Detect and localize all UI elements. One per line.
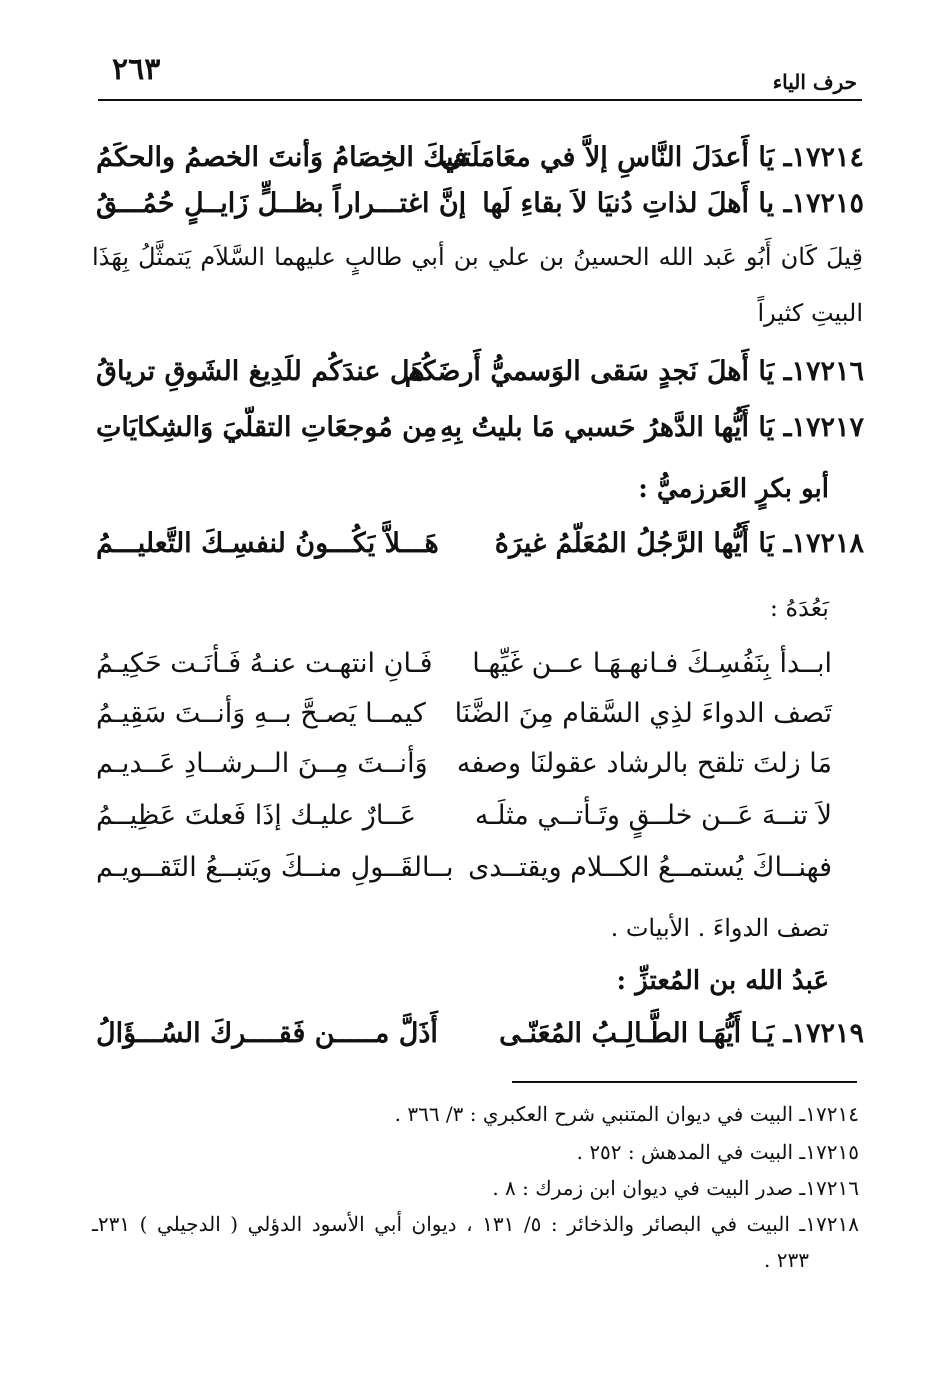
footnote-17215: ١٧٢١٥ـ البيت في المدهش : ٢٥٢ . xyxy=(576,1140,859,1164)
poet-name-1: أبو بكرٍ العَرزميُّ : xyxy=(638,474,829,504)
chapter-title: حرف الياء xyxy=(772,70,857,94)
verse-first-hemistich: تَصف الدواءَ لذِي السَّقام مِنَ الضَّنَا xyxy=(454,698,832,729)
verse-following-3 xyxy=(96,748,832,798)
verse-first-hemistich: مَا زلتَ تلقح بالرشاد عقولنَا وصفه xyxy=(456,748,832,779)
prose-line-2: البيتِ كثيراً xyxy=(757,299,863,327)
verse-first-hemistich: ١٧٢١٨ـ يَا أَيُّها الرَّجُلُ المُعَلّمُ غيرَهُ xyxy=(494,528,864,559)
footnote-17218: ١٧٢١٨ـ البيت في البصائر والذخائر : ٥/ ١٣١ ، ديوان أبي الأسود الدؤلي ( الدجيلي ) ٢٣١ـ xyxy=(92,1212,859,1236)
verse-17219 xyxy=(96,1018,864,1068)
verse-second-hemistich: فيكَ الخِصَامُ وَأنتَ الخصمُ والحكَمُ xyxy=(96,142,468,173)
verse-first-hemistich: فهنــاكَ يُستمــعُ الكــلام ويقتــدى xyxy=(468,852,832,883)
abyat-note: تصف الدواءَ . الأبيات . xyxy=(610,914,829,942)
footnote-17214: ١٧٢١٤ـ البيت في ديوان المتنبي شرح العكبري : ٣/ ٣٦٦ . xyxy=(394,1102,859,1126)
verse-second-hemistich: وَأنــتَ مِــنَ الــرشــادِ عَــديـم xyxy=(96,748,428,779)
verse-first-hemistich: لاَ تنــهَ عَــن خلــقٍ وتَـأتــي مثلَـه xyxy=(474,800,832,831)
footnote-17216: ١٧٢١٦ـ صدر البيت في ديوان ابن زمرك : ٨ . xyxy=(492,1176,859,1200)
verse-17217 xyxy=(96,412,864,462)
verse-17216 xyxy=(96,356,864,406)
footnote-17218-continuation: ٢٣٣ . xyxy=(764,1248,809,1272)
verse-second-hemistich: بــالقَــولِ منــكَ ويَتبــعُ التَقــويـم xyxy=(96,852,454,883)
verse-following-4 xyxy=(96,800,832,850)
prose-line-1: قِيلَ كَان أَبُو عَبد الله الحسينُ بن علي بن أبي طالبٍ عليهما السَّلاَم يَتمثَّلُ بِهَذَا xyxy=(92,243,863,271)
after-label: بَعُدَهُ : xyxy=(769,594,829,622)
verse-17215 xyxy=(96,188,864,238)
verse-first-hemistich: ١٧٢١٥ـ يا أَهلَ لذاتِ دُنيَا لاَ بقاءِ لَها xyxy=(482,188,864,219)
verse-first-hemistich: ابــدأ بِنَفُسِـكَ فـانهـهَـا عــن غَيِّهـا xyxy=(472,648,832,679)
verse-second-hemistich: هَـــلاَّ يَكُـــونُ لنفسِـكَ التَّعليـــمُ xyxy=(96,528,439,559)
verse-second-hemistich: إنَّ اغتـــراراً بظــلٍّ زَايــلٍ حُمُـــقُ xyxy=(96,188,467,219)
verse-17218 xyxy=(96,528,864,578)
footnote-divider xyxy=(512,1081,857,1083)
verse-second-hemistich: مِن مُوجعَاتِ التقلّيَ وَالشِكايَاتِ xyxy=(96,412,438,443)
verse-following-2 xyxy=(96,698,832,748)
poet-name-2: عَبدُ الله بن المُعتزِّ : xyxy=(616,966,829,996)
verse-first-hemistich: ١٧٢١٦ـ يَا أَهلَ نَجدٍ سَقى الوَسميُّ أَرضَكُم xyxy=(404,356,864,387)
verse-first-hemistich: ١٧٢١٧ـ يَا أَيُّها الدَّهرُ حَسبي مَا بليتُ بِهِ xyxy=(440,412,864,443)
verse-second-hemistich: عَــارٌ عليـك إذَا فَعلتَ عَظِيــمُ xyxy=(96,800,416,831)
verse-following-1 xyxy=(96,648,832,698)
verse-second-hemistich: فَـانِ انتهـت عنـهُ فَـأنَـت حَكِيـمُ xyxy=(96,648,433,679)
page-number: ٢٦٣ xyxy=(112,52,161,87)
verse-second-hemistich: كيمــا يَصـحَّ بــهِ وَأنــتَ سَقِيـمُ xyxy=(96,698,426,729)
header-divider xyxy=(98,99,862,101)
verse-first-hemistich: ١٧٢١٤ـ يَا أَعدَلَ النَّاسِ إلاَّ في معَامَلَتي xyxy=(440,142,864,173)
verse-17214 xyxy=(96,142,864,192)
verse-second-hemistich: هَل عندَكُم للَدِيغ الشَوقِ ترياقُ xyxy=(96,356,425,387)
verse-following-5 xyxy=(96,852,832,902)
verse-second-hemistich: أَذَلَّ مـــــن فَقــــركَ السُـــؤَالُ xyxy=(96,1018,438,1049)
verse-first-hemistich: ١٧٢١٩ـ يَـا أَيُّهَـا الطَّـالِـبُ المُعَنّـى xyxy=(499,1018,864,1049)
